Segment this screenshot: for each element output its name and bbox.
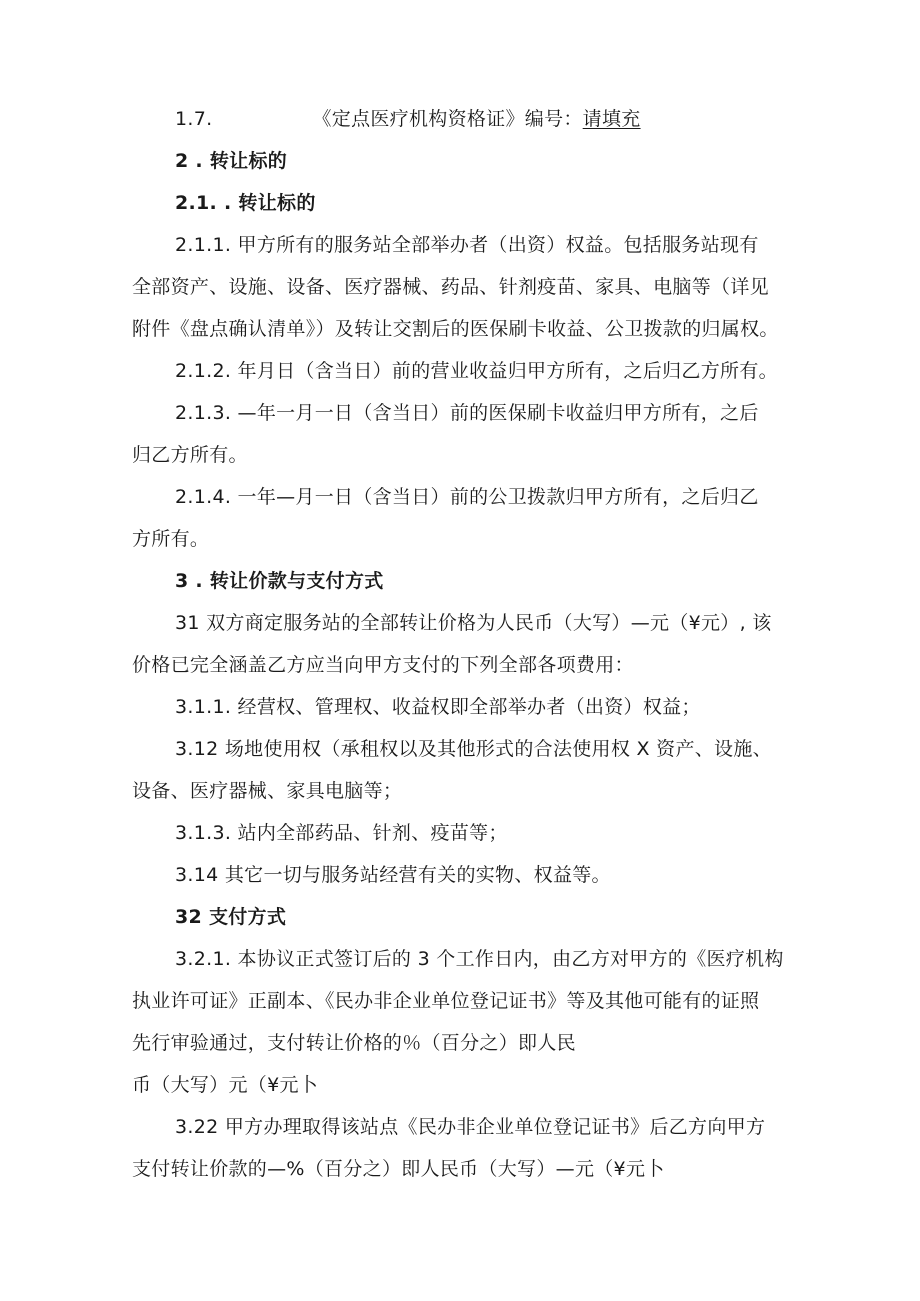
clause-2-1-1-line-1: 2.1.1. 甲方所有的服务站全部举办者（出资）权益。包括服务站现有	[175, 234, 759, 256]
clause-3-1-line-1: 31 双方商定服务站的全部转让价格为人民币（大写）—元（¥元）, 该	[175, 612, 772, 634]
clause-3-1-line-2: 价格已完全涵盖乙方应当向甲方支付的下列全部各项费用：	[132, 654, 634, 676]
clause-2-1-3-line-2: 归乙方所有。	[132, 444, 248, 466]
clause-3-2-2-line-2: 支付转让价款的—%（百分之）即人民币（大写）—元（¥元卜	[132, 1158, 665, 1180]
clause-1-7	[175, 104, 641, 134]
clause-2-1-1-line-2: 全部资产、设施、设备、医疗器械、药品、针剂疫苗、家具、电脑等（详见	[132, 276, 769, 298]
clause-1-7-text: 《定点医疗机构资格证》编号：	[312, 108, 583, 130]
clause-3-2-1-line-2: 执业许可证》正副本、《民办非企业单位登记证书》等及其他可能有的证照	[132, 990, 760, 1012]
clause-2-1-3-line-1: 2.1.3. —年一月一日（含当日）前的医保刷卡收益归甲方所有，之后	[175, 402, 759, 424]
clause-1-7-number: 1.7.	[175, 108, 213, 130]
clause-3-2-2-line-1: 3.22 甲方办理取得该站点《民办非企业单位登记证书》后乙方向甲方	[175, 1116, 766, 1138]
clause-2-1-4-line-2: 方所有。	[132, 528, 210, 550]
section-3-2-heading: 32 支付方式	[175, 906, 287, 928]
section-3-heading: 3 . 转让价款与支付方式	[175, 570, 384, 592]
section-2-1-heading: 2.1. . 转让标的	[175, 192, 316, 214]
clause-1-7-fill: 请填充	[582, 108, 641, 130]
clause-3-1-3-line-1: 3.1.3. 站内全部药品、针剂、疫苗等；	[175, 822, 508, 844]
clause-2-1-1-line-3: 附件《盘点确认清单》）及转让交割后的医保刷卡收益、公卫拨款的归属权。	[132, 318, 779, 340]
clause-3-2-1-line-1: 3.2.1. 本协议正式签订后的 3 个工作日内，由乙方对甲方的《医疗机构	[175, 948, 784, 970]
clause-3-1-2-line-2: 设备、医疗器械、家具电脑等；	[132, 780, 403, 802]
clause-2-1-2-line-1: 2.1.2. 年月日（含当日）前的营业收益归甲方所有，之后归乙方所有。	[175, 360, 778, 382]
clause-2-1-4-line-1: 2.1.4. 一年—月一日（含当日）前的公卫拨款归甲方所有，之后归乙	[175, 486, 759, 508]
clause-3-1-2-line-1: 3.12 场地使用权（承租权以及其他形式的合法使用权 X 资产、设施、	[175, 738, 772, 760]
clause-3-1-1-line-1: 3.1.1. 经营权、管理权、收益权即全部举办者（出资）权益；	[175, 696, 701, 718]
clause-3-1-4-line-1: 3.14 其它一切与服务站经营有关的实物、权益等。	[175, 864, 611, 886]
section-2-heading: 2 . 转让标的	[175, 150, 288, 172]
clause-3-2-1-line-4: 币（大写）元（¥元卜	[132, 1074, 319, 1096]
clause-3-2-1-line-3: 先行审验通过，支付转让价格的％（百分之）即人民	[132, 1032, 576, 1054]
